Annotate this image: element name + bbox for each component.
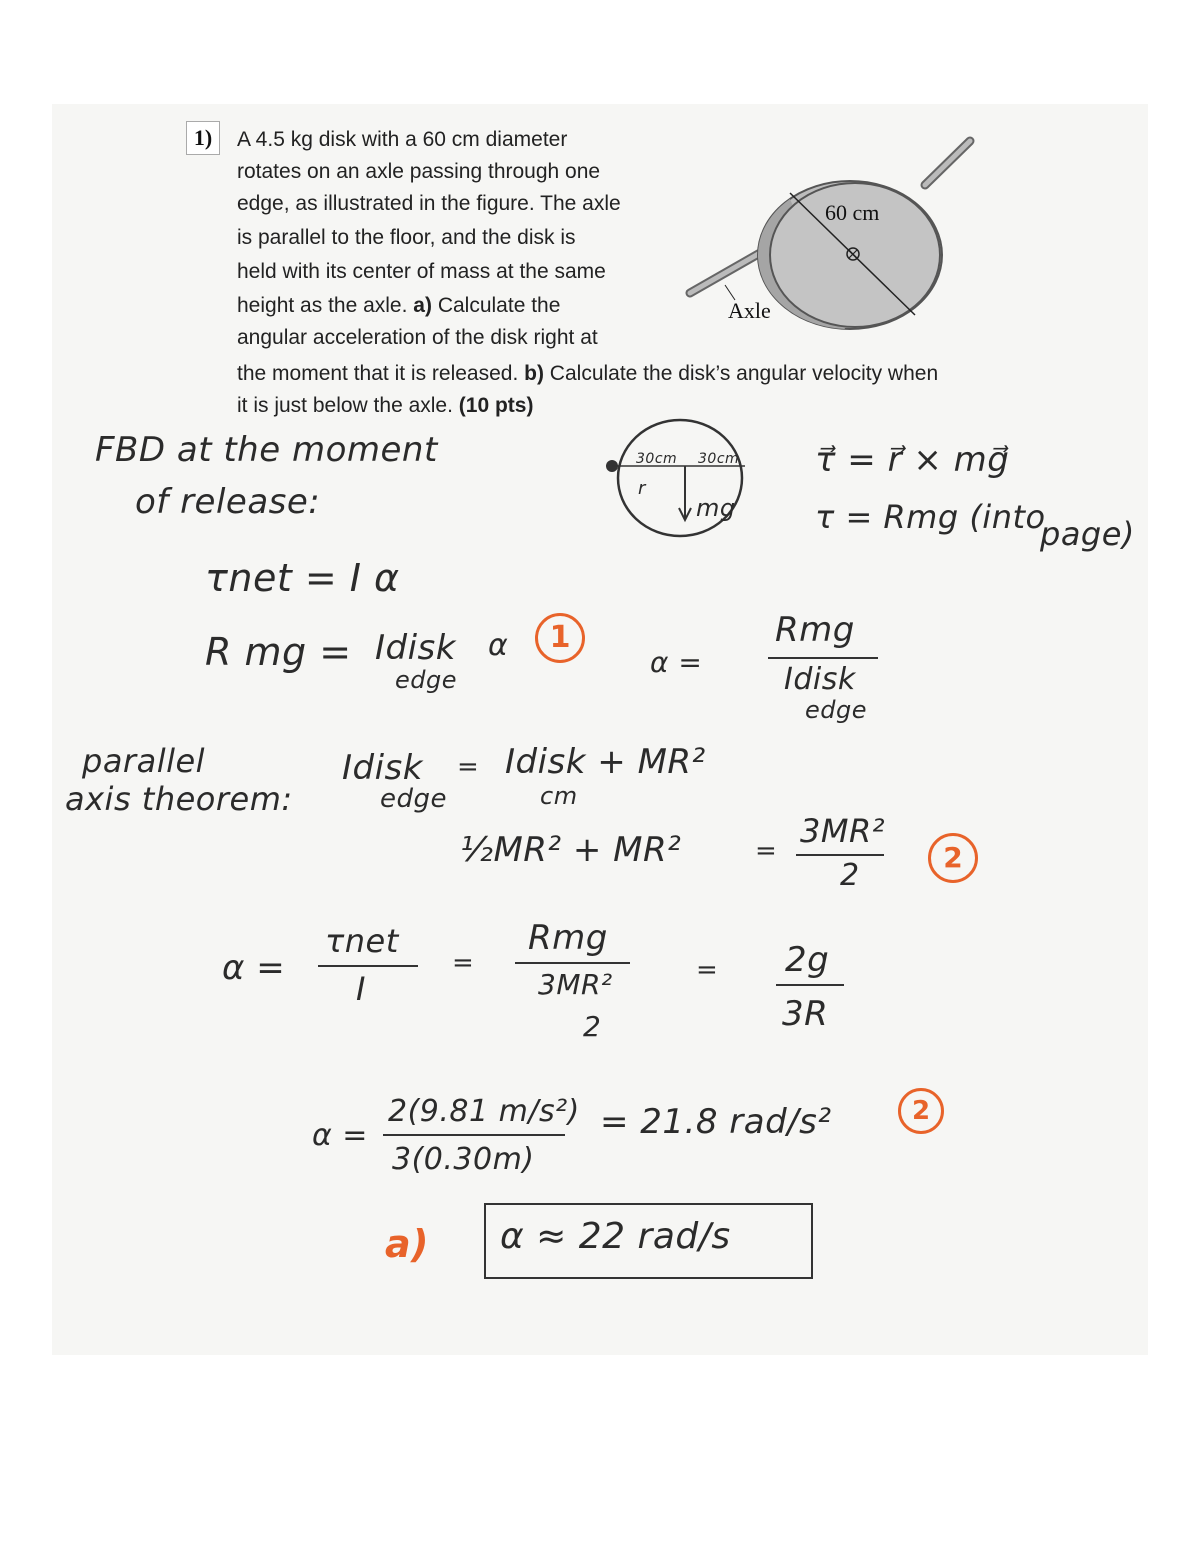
- alpha-symbol: α: [488, 628, 509, 663]
- fraction-bar-6: [383, 1134, 565, 1136]
- three-mr-denominator: 2: [840, 858, 860, 893]
- parallel-axis-label-2: axis theorem:: [65, 780, 293, 818]
- three-mr-den-2: 3MR²: [538, 968, 613, 1001]
- diameter-label: 60 cm: [825, 200, 880, 225]
- fbd-sketch: [600, 408, 760, 558]
- problem-line: it is just below the axle. (10 pts): [237, 394, 534, 417]
- problem-number: 1): [186, 121, 220, 155]
- fbd-heading: FBD at the moment: [95, 430, 438, 470]
- i-disk-term: Idisk: [375, 628, 456, 668]
- parallel-axis-label: parallel: [82, 742, 206, 780]
- fbd-label-left: 30cm: [636, 451, 678, 467]
- score-badge-3: 2: [898, 1088, 944, 1134]
- i-edge-lhs: Idisk: [342, 748, 423, 788]
- problem-line: angular acceleration of the disk right at: [237, 326, 598, 349]
- problem-line: height as the axle. a) Calculate the: [237, 294, 561, 317]
- problem-line: held with its center of mass at the same: [237, 260, 606, 283]
- axle-rod-back-highlight: [925, 141, 970, 185]
- torque-page-note: page): [1040, 515, 1135, 553]
- problem-line: rotates on an axle passing through one: [237, 160, 601, 183]
- two-g-numerator: 2g: [785, 940, 830, 980]
- three-mr-numerator: 3MR²: [800, 812, 886, 850]
- three-r-denominator: 3R: [782, 994, 829, 1034]
- i-edge-lhs-sub: edge: [380, 784, 447, 814]
- alpha-lhs: α =: [222, 948, 286, 988]
- i-denominator: I: [356, 970, 366, 1008]
- final-answer: α ≈ 22 rad/s: [500, 1216, 731, 1257]
- fraction-bar-4: [515, 962, 630, 964]
- equals-sign-2: =: [755, 836, 778, 866]
- i-cm-sub: cm: [540, 782, 578, 810]
- answer-part-label: a): [385, 1222, 430, 1266]
- rmg-numerator: Rmg: [775, 610, 855, 650]
- net-torque-eq: τnet = I α: [205, 556, 400, 600]
- score-badge-1: 1: [535, 613, 585, 663]
- i-disk-sub: edge: [395, 666, 457, 694]
- axle-label: Axle: [728, 298, 771, 323]
- fbd-r-label: r: [638, 478, 646, 499]
- torque-vector-eq: τ⃗ = r⃗ × mg⃗: [815, 440, 1010, 480]
- fbd-mg-label: mg: [696, 494, 736, 522]
- alpha-lhs-2: α =: [312, 1118, 368, 1153]
- problem-line: edge, as illustrated in the figure. The axle: [237, 192, 621, 215]
- score-badge-2: 2: [928, 833, 978, 883]
- fbd-label-right: 30cm: [698, 451, 740, 467]
- alpha-eq-label: α =: [650, 646, 703, 679]
- problem-line: is parallel to the floor, and the disk is: [237, 226, 576, 249]
- fbd-heading-2: of release:: [135, 482, 321, 522]
- problem-line: A 4.5 kg disk with a 60 cm diameter: [237, 128, 568, 151]
- rmg-numerator-2: Rmg: [528, 918, 608, 958]
- equals-sign-4: =: [696, 955, 719, 985]
- fraction-bar-2: [796, 854, 884, 856]
- problem-line: the moment that it is released. b) Calculate the disk’s angular velocity when: [237, 362, 939, 385]
- fraction-bar-5: [776, 984, 844, 986]
- equals-sign: =: [457, 752, 480, 782]
- fraction-bar-3: [318, 965, 418, 967]
- two-den: 2: [583, 1010, 602, 1043]
- calc-numerator: 2(9.81 m/s²): [388, 1094, 580, 1129]
- calc-denominator: 3(0.30m): [392, 1142, 535, 1177]
- torque-magnitude-eq: τ = Rmg (into: [815, 498, 1046, 536]
- equals-sign-3: =: [452, 948, 475, 978]
- half-mr-term: ½MR² + MR²: [460, 830, 682, 870]
- fraction-bar: [768, 657, 878, 659]
- calc-result: = 21.8 rad/s²: [600, 1102, 832, 1142]
- rmg-lhs: R mg =: [205, 630, 352, 674]
- paper-sheet: [52, 104, 1148, 1355]
- idisk-denominator: Idisk: [784, 662, 856, 697]
- i-cm-rhs: Idisk + MR²: [505, 742, 706, 782]
- edge-denominator: edge: [805, 696, 867, 724]
- tnet-numerator: τnet: [325, 922, 399, 960]
